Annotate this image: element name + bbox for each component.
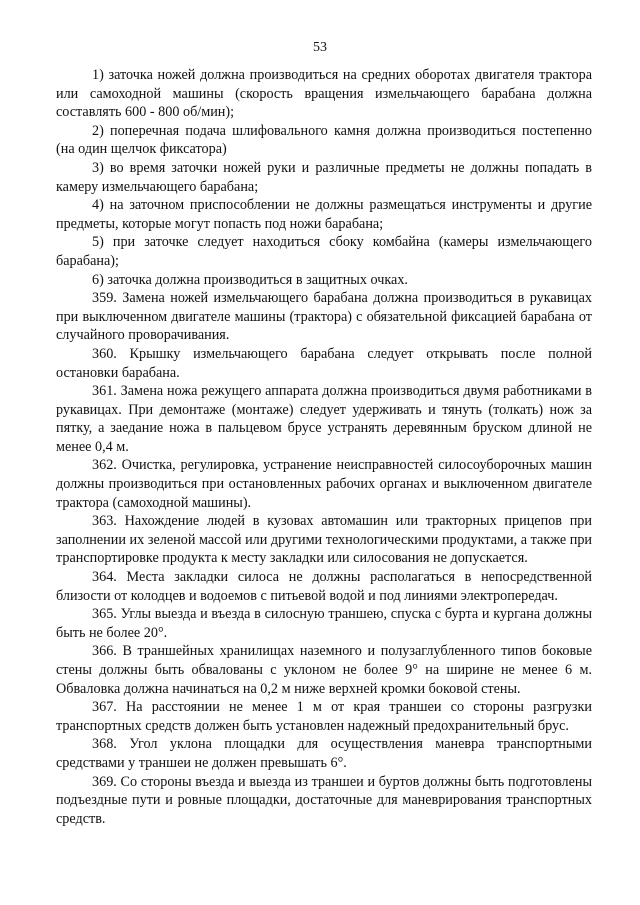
page-number: 53 — [313, 40, 327, 55]
paragraph: 365. Углы выезда и въезда в силосную траншею, спуска с бурта и кургана должны быть не более 20°. — [56, 606, 592, 641]
paragraph: 1) заточка ножей должна производиться на средних оборотах двигателя трактора или самоходной машины (скорость вращения измельчающего барабана должна составлять 600 - 800 об/мин); — [56, 67, 592, 121]
paragraph: 2) поперечная подача шлифовального камня должна производиться постепенно (на один щелчок фиксатора) — [56, 122, 592, 158]
paragraph: 366. В траншейных хранилищах наземного и полузаглубленного типов боковые стены должны быть обвалованы с уклоном не более 9° на ширине не менее 6 м. Обваловка должна начинаться на 0,2 м ниже верхней кромки боковой стены. — [56, 643, 592, 697]
paragraph: 360. Крышку измельчающего барабана следует открывать после полной остановки барабана. — [56, 345, 592, 381]
paragraph: 359. Замена ножей измельчающего барабана должна производиться в рукавицах при выключенном двигателе машины (трактора) с обязательной фиксацией барабана от случайного проворачивания. — [56, 290, 592, 344]
paragraph: 367. На расстоянии не менее 1 м от края траншеи со стороны разгрузки транспортных средств должен быть установлен надежный предохранительный брус. — [56, 699, 592, 734]
paragraph: 363. Нахождение людей в кузовах автомашин или тракторных прицепов при заполнении их зеленой массой или другими технологическими продуктами, а также при транспортировке продукта к месту закладки или силосования не допускается. — [56, 513, 592, 567]
paragraph: 362. Очистка, регулировка, устранение неисправностей силосоуборочных машин должны производиться при остановленных рабочих органах и выключенном двигателе трактора (самоходной машины). — [56, 457, 592, 511]
paragraph: 364. Места закладки силоса не должны располагаться в непосредственной близости от колодцев и водоемов с питьевой водой и под линиями электропередач. — [56, 569, 592, 604]
paragraph: 361. Замена ножа режущего аппарата должна производиться двумя работниками в рукавицах. При демонтаже (монтаже) следует удерживать и тянуть (толкать) нож за пятку, а заедание ножа в пальцевом брусе устранять деревянным бруском длиной не менее 0,4 м. — [56, 383, 592, 455]
paragraph: 5) при заточке следует находиться сбоку комбайна (камеры измельчающего барабана); — [56, 234, 592, 269]
paragraph: 368. Угол уклона площадки для осуществления маневра транспортными средствами у траншеи не должен превышать 6°. — [56, 736, 592, 771]
document-body — [56, 66, 592, 828]
paragraph: 369. Со стороны въезда и выезда из траншеи и буртов должны быть подготовлены подъездные пути и ровные площадки, достаточные для маневрирования транспортных средств. — [56, 773, 592, 827]
paragraph: 4) на заточном приспособлении не должны размещаться инструменты и другие предметы, которые могут попасть под ножи барабана; — [56, 197, 592, 232]
paragraph: 3) во время заточки ножей руки и различные предметы не должны попадать в камеру измельчающего барабана; — [56, 159, 592, 195]
paragraph: 6) заточка должна производиться в защитных очках. — [92, 271, 408, 288]
